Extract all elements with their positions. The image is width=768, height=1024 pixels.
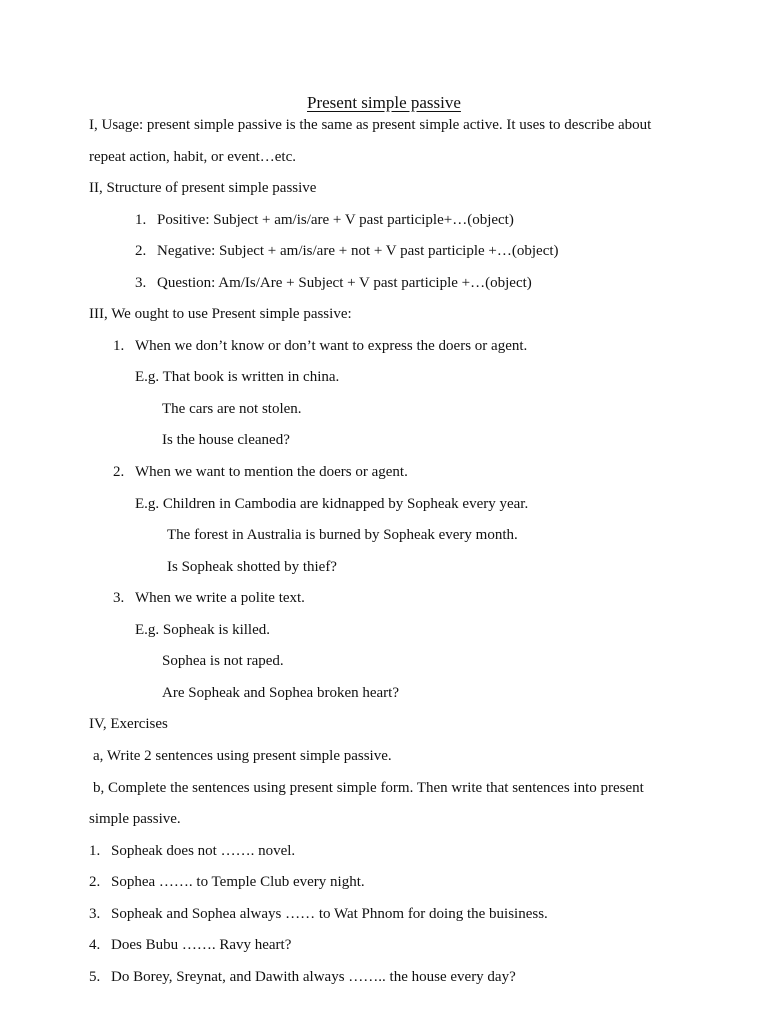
page-title: Present simple passive <box>307 93 461 112</box>
usage-line-2: repeat action, habit, or event…etc. <box>89 149 296 165</box>
example-line: Are Sopheak and Sophea broken heart? <box>162 685 399 701</box>
example-line: Is Sopheak shotted by thief? <box>167 559 337 575</box>
example-line: The cars are not stolen. <box>162 401 302 417</box>
use-item <box>113 462 408 482</box>
exercise-item <box>89 935 291 955</box>
use-item-text: When we don’t know or don’t want to express the doers or agent. <box>135 338 528 354</box>
list-number: 2. <box>113 464 125 480</box>
exercise-item-text: Does Bubu ……. Ravy heart? <box>111 937 292 953</box>
usage-line-1: I, Usage: present simple passive is the same as present simple active. It uses to describe about <box>89 117 652 133</box>
exercise-item <box>89 841 295 861</box>
exercise-item <box>89 872 365 892</box>
exercises-heading: IV, Exercises <box>89 716 168 732</box>
example-line: Sophea is not raped. <box>162 653 284 669</box>
example-line: E.g. That book is written in china. <box>135 369 340 385</box>
structure-item <box>135 241 559 261</box>
example-line: Is the house cleaned? <box>162 432 290 448</box>
exercise-item <box>89 904 548 924</box>
list-number: 3. <box>113 590 125 606</box>
use-item <box>113 588 305 608</box>
example-line: E.g. Children in Cambodia are kidnapped by Sopheak every year. <box>135 496 529 512</box>
list-number: 1. <box>113 338 125 354</box>
list-number: 2. <box>135 243 147 259</box>
list-number: 2. <box>89 874 101 890</box>
exercise-b-line-1: b, Complete the sentences using present simple form. Then write that sentences into present <box>93 780 644 796</box>
structure-item <box>135 210 514 230</box>
exercise-a: a, Write 2 sentences using present simple passive. <box>93 748 392 764</box>
list-number: 1. <box>135 212 147 228</box>
structure-item <box>135 273 532 293</box>
example-line: E.g. Sopheak is killed. <box>135 622 270 638</box>
list-number: 5. <box>89 969 101 985</box>
exercise-item-text: Sopheak does not ……. novel. <box>111 843 296 859</box>
exercise-item-text: Do Borey, Sreynat, and Dawith always …….. the house every day? <box>111 969 516 985</box>
exercise-item-text: Sophea ……. to Temple Club every night. <box>111 874 365 890</box>
exercise-item-text: Sopheak and Sophea always …… to Wat Phnom for doing the buisiness. <box>111 906 548 922</box>
example-line: The forest in Australia is burned by Sopheak every month. <box>167 527 518 543</box>
structure-item-text: Positive: Subject + am/is/are + V past participle+…(object) <box>157 212 514 228</box>
structure-item-text: Negative: Subject + am/is/are + not + V past participle +…(object) <box>157 243 559 259</box>
use-item-text: When we write a polite text. <box>135 590 305 606</box>
use-heading: III, We ought to use Present simple passive: <box>89 306 352 322</box>
structure-heading: II, Structure of present simple passive <box>89 180 317 196</box>
structure-item-text: Question: Am/Is/Are + Subject + V past participle +…(object) <box>157 275 532 291</box>
list-number: 3. <box>89 906 101 922</box>
list-number: 4. <box>89 937 101 953</box>
use-item <box>113 336 527 356</box>
use-item-text: When we want to mention the doers or agent. <box>135 464 408 480</box>
list-number: 1. <box>89 843 101 859</box>
list-number: 3. <box>135 275 147 291</box>
exercise-item <box>89 967 516 987</box>
exercise-b-line-2: simple passive. <box>89 811 181 827</box>
